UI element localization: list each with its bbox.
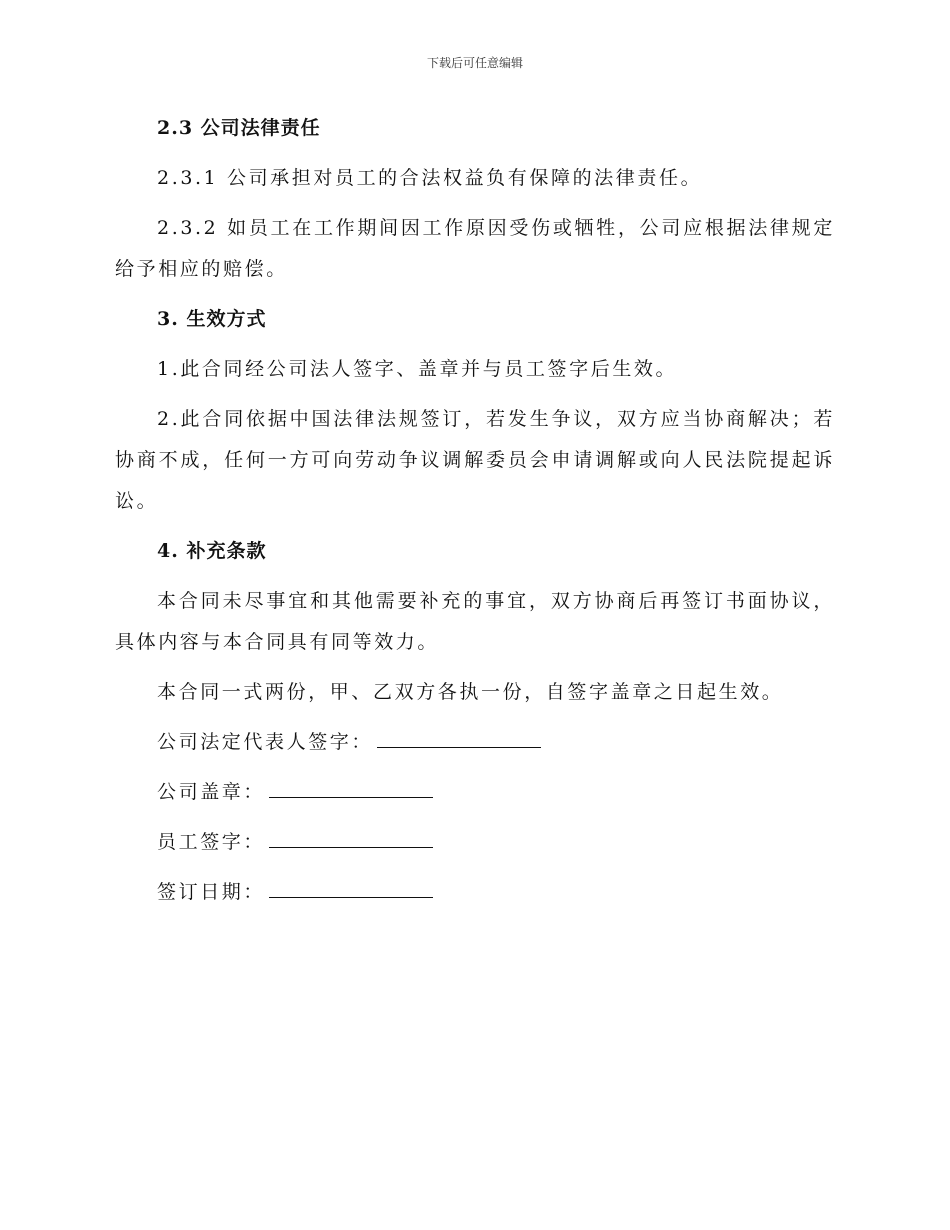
section-3-paragraph-2: 2.此合同依据中国法律法规签订，若发生争议，双方应当协商解决；若协商不成，任何一方可向劳动争议调解委员会申请调解或向人民法院提起诉讼。 — [115, 408, 835, 512]
section-2-3-title: 2.3 公司法律责任 — [157, 117, 321, 139]
signature-seal — [157, 772, 835, 813]
document-body — [115, 108, 835, 922]
signature-seal-label: 公司盖章： — [157, 781, 266, 803]
page-header: 下载后可任意编辑 — [426, 56, 523, 70]
section-2-3-paragraph-2: 2.3.2 如员工在工作期间因工作原因受伤或牺牲，公司应根据法律规定给予相应的赔偿。 — [115, 217, 835, 280]
section-4-paragraph-2: 本合同一式两份，甲、乙双方各执一份，自签字盖章之日起生效。 — [157, 681, 784, 703]
signature-date — [157, 872, 835, 913]
section-4-paragraph-1: 本合同未尽事宜和其他需要补充的事宜，双方协商后再签订书面协议，具体内容与本合同具有同等效力。 — [115, 590, 835, 653]
signature-date-line — [269, 873, 433, 898]
signature-seal-line — [269, 773, 433, 798]
signature-employee — [157, 822, 835, 863]
section-2-3-paragraph-1: 2.3.1 公司承担对员工的合法权益负有保障的法律责任。 — [157, 167, 703, 189]
section-3-title: 3. 生效方式 — [157, 308, 267, 330]
signature-legal-rep-line — [377, 723, 541, 748]
signature-legal-rep-label: 公司法定代表人签字： — [157, 731, 374, 753]
signature-legal-rep — [157, 722, 835, 763]
section-3-paragraph-1: 1.此合同经公司法人签字、盖章并与员工签字后生效。 — [157, 358, 678, 380]
signature-date-label: 签订日期： — [157, 881, 266, 903]
section-4-title: 4. 补充条款 — [157, 540, 267, 562]
signature-employee-label: 员工签字： — [157, 831, 266, 853]
signature-employee-line — [269, 823, 433, 848]
